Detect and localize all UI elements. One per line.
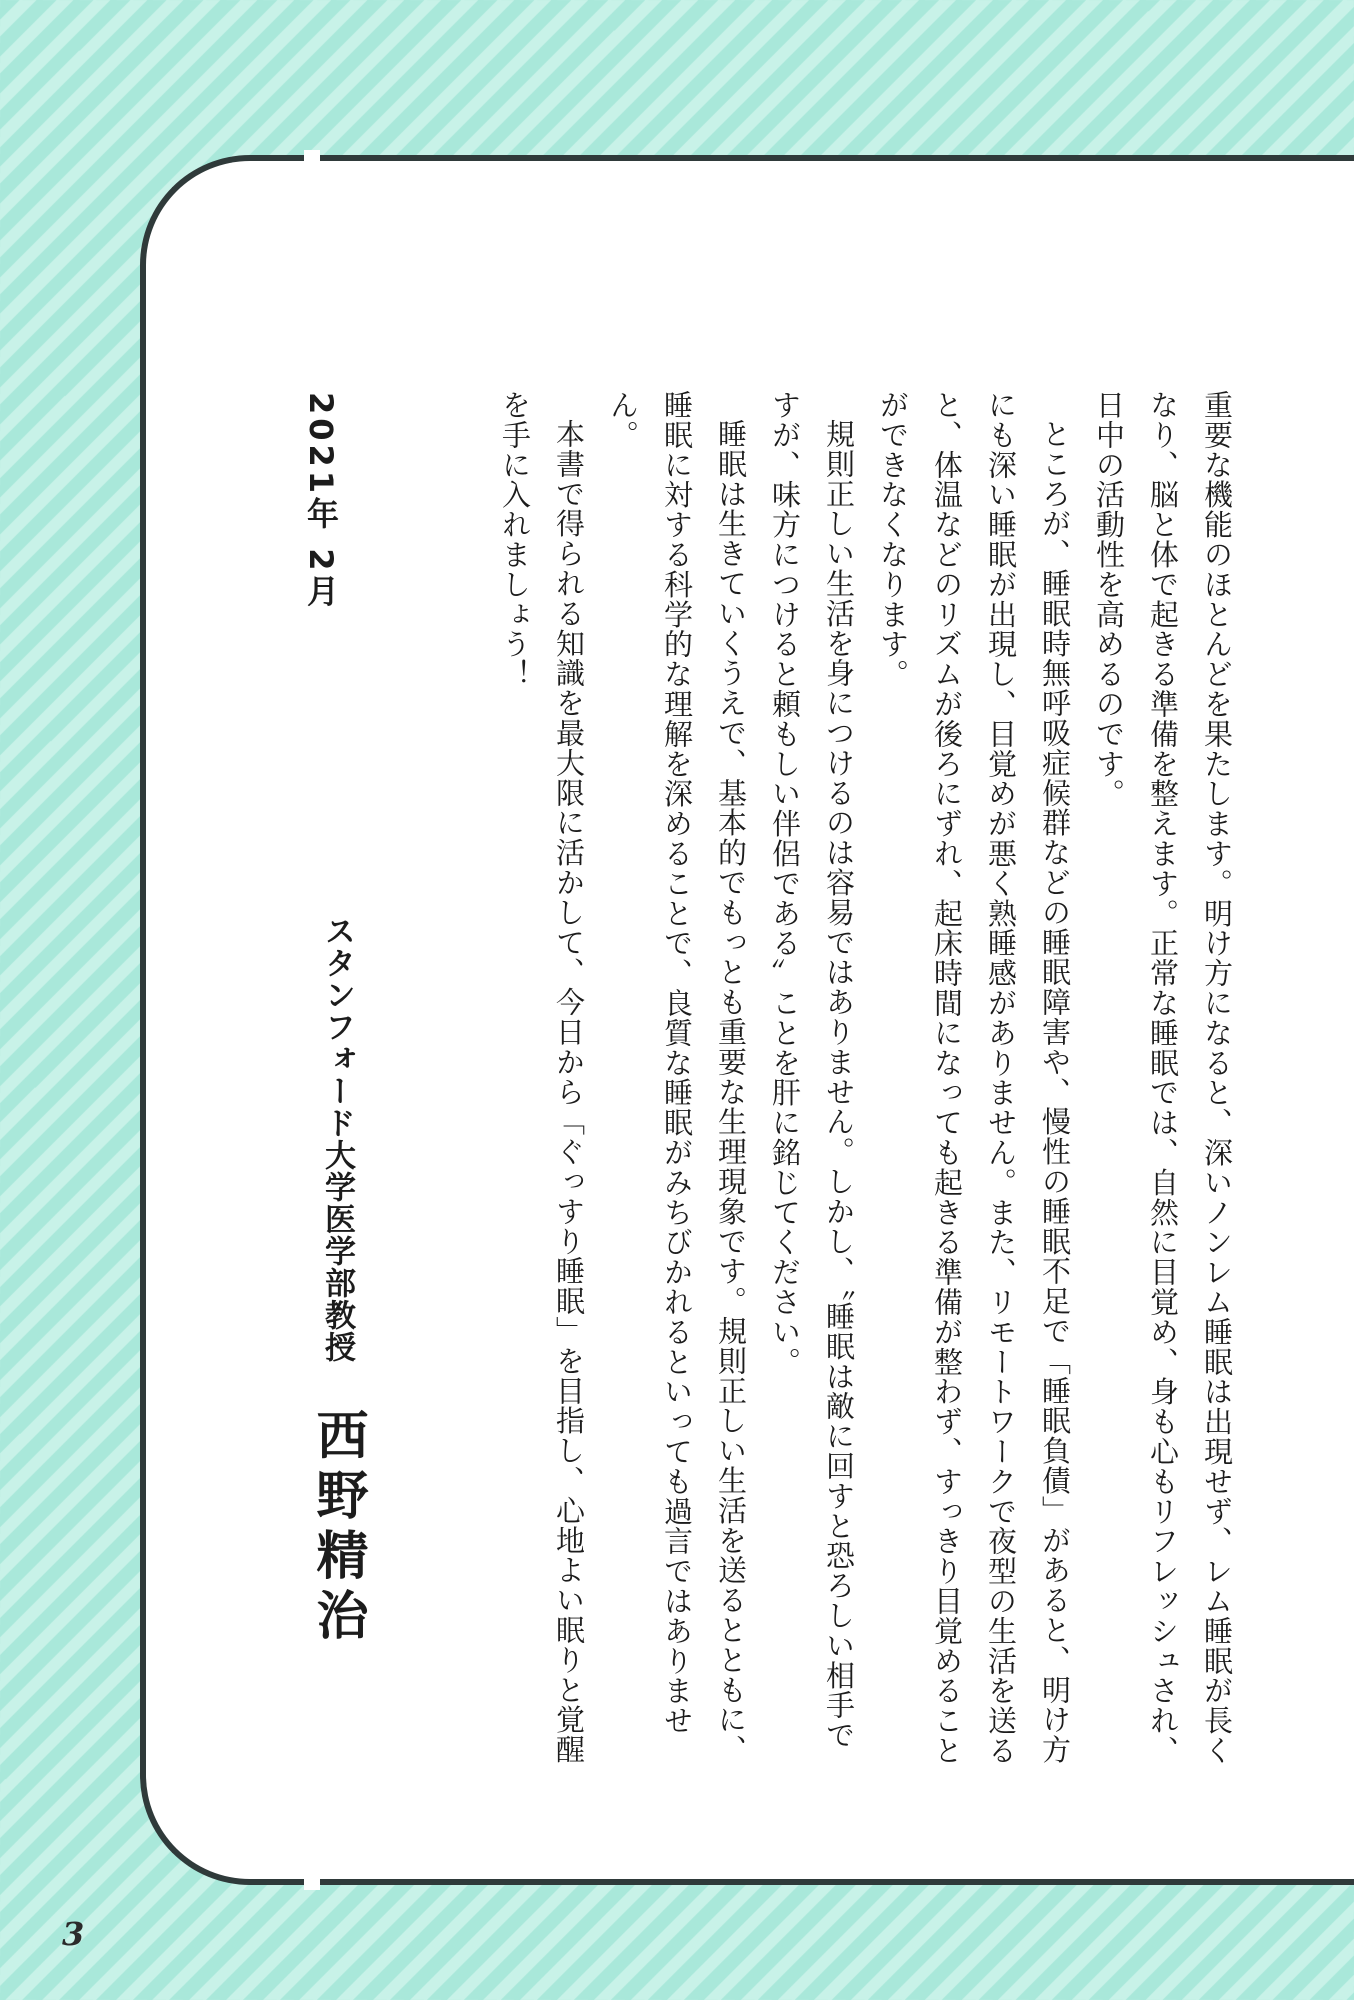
panel-border-gap-bottom	[304, 1876, 320, 1890]
date-line: 2021年 2月	[302, 392, 340, 611]
body-text	[488, 390, 1244, 1770]
panel-border-gap-top	[304, 150, 320, 164]
paragraph-2: ところが、睡眠時無呼吸症候群などの睡眠障害や、慢性の睡眠不足で「睡眠負債」があると、明け方にも深い睡眠が出現し、目覚めが悪く熟睡感がありません。また、リモートワークで夜型の生活を送ると、体温などのリズムが後ろにずれ、起床時間になっても起きる準備が整わず、すっきり目覚めることができなくなります。	[876, 390, 1072, 1766]
paragraph-1: 重要な機能のほとんどを果たします。明け方になると、深いノンレム睡眠は出現せず、レム睡眠が長くなり、脳と体で起きる準備を整えます。正常な睡眠では、自然に目覚め、身も心もリフレッシュされ、日中の活動性を高めるのです。	[1092, 390, 1234, 1766]
author-name: 西野精治	[307, 1408, 367, 1649]
paragraph-4: 睡眠は生きていくうえで、基本的でもっとも重要な生理現象です。規則正しい生活を送るとともに、睡眠に対する科学的な理解を深めることで、良質な睡眠がみちびかれるといっても過言ではありません。	[606, 390, 748, 1765]
author-title: スタンフォード大学医学部教授	[319, 915, 355, 1363]
paragraph-5: 本書で得られる知識を最大限に活かして、今日から「ぐっすり睡眠」を目指し、心地よい眠りと覚醒を手に入れましょう！	[498, 390, 586, 1765]
author-signature	[300, 915, 375, 1648]
paragraph-3: 規則正しい生活を身につけるのは容易ではありません。しかし、〝睡眠は敵に回すと恐ろしい相手ですが、味方につけると頼もしい伴侶である〟ことを肝に銘じてください。	[768, 390, 856, 1750]
page-number: 3	[62, 1915, 85, 1953]
